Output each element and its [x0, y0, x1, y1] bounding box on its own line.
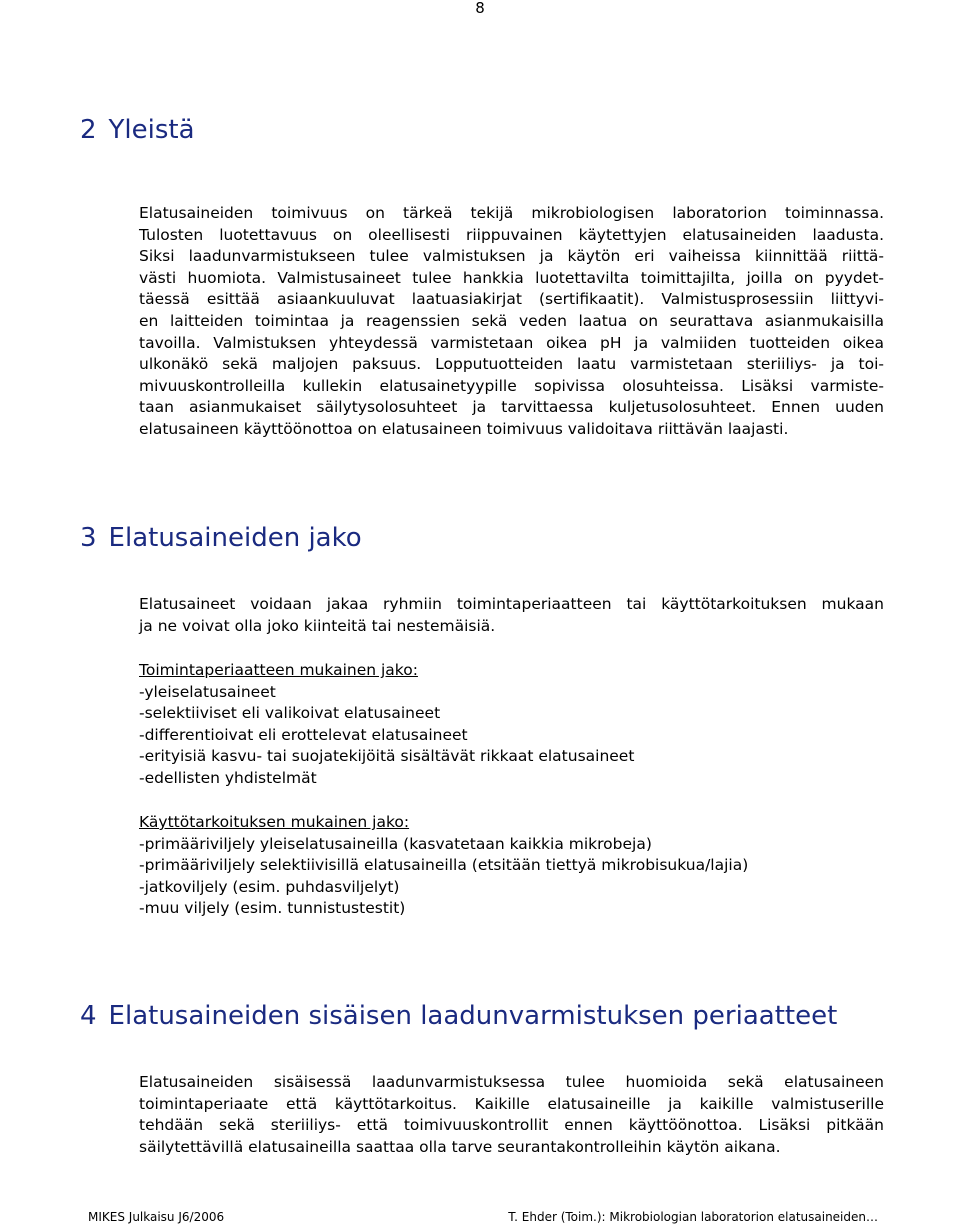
section-heading-yleista [80, 114, 195, 146]
list-item: -erityisiä kasvu- tai suojatekijöitä sisältävät rikkaat elatusaineet [139, 747, 635, 766]
list-item: -jatkoviljely (esim. puhdasviljelyt) [139, 877, 400, 896]
paragraph-line: Siksi laadunvarmistukseen tulee valmistuksen ja käytön eri vaiheissa kiinnittää riittä- [139, 247, 884, 266]
paragraph-line: Elatusaineiden toimivuus on tärkeä tekijä mikrobiologisen laboratorion toiminnassa. [139, 204, 884, 222]
list-item: -muu viljely (esim. tunnistustestit) [139, 899, 406, 918]
paragraph-line: säilytettävillä elatusaineilla saattaa olla tarve seurantakontrolleihin käytön aikana. [139, 1137, 781, 1156]
paragraph-line: taan asianmukaiset säilytysolosuhteet ja tarvittaessa kuljetusolosuhteet. Ennen uuden [139, 398, 884, 417]
list-by-purpose [139, 812, 884, 920]
paragraph-line: ja ne voivat olla joko kiinteitä tai nestemäisiä. [139, 616, 496, 635]
section-number: 4 [80, 1001, 97, 1031]
list-item: -differentioivat eli erottelevat elatusaineet [139, 725, 468, 744]
paragraph-line: västi huomiota. Valmistusaineet tulee hankkia luotettavilta toimittajilta, joilla on pyydet- [139, 268, 884, 287]
footer-publication: MIKES Julkaisu J6/2006 [88, 1210, 225, 1224]
paragraph-line: Tulosten luotettavuus on oleellisesti riippuvainen käytettyjen elatusaineiden laadusta. [139, 225, 884, 244]
paragraph-line: mivuuskontrolleilla kullekin elatusainetyypille sopivissa olosuhteissa. Lisäksi varmiste- [139, 376, 884, 395]
list-item: -yleiselatusaineet [139, 682, 276, 701]
paragraph-line: en laitteiden toimintaa ja reagenssien sekä veden laatua on seurattava asianmukaisilla [139, 311, 884, 330]
section-2-paragraph [139, 203, 884, 441]
section-heading-sisainen-laadunvarmistus [80, 1000, 837, 1032]
list-by-operating-principle [139, 660, 884, 790]
list-item: -primääriviljely selektiivisillä elatusaineilla (etsitään tiettyä mikrobisukua/lajia) [139, 856, 749, 875]
section-title: Elatusaineiden jako [108, 523, 362, 553]
list-title: Toimintaperiaatteen mukainen jako: [139, 661, 418, 679]
list-title: Käyttötarkoituksen mukainen jako: [139, 813, 410, 831]
section-heading-elatusaineiden-jako [80, 522, 362, 554]
paragraph-line: tehdään sekä steriiliys- että toimivuuskontrollit ennen käyttöönottoa. Lisäksi pitkään [139, 1116, 884, 1135]
list-item: -edellisten yhdistelmät [139, 768, 317, 787]
paragraph-line: toimintaperiaate että käyttötarkoitus. Kaikille elatusaineille ja kaikille valmistuserille [139, 1094, 884, 1113]
footer-title: T. Ehder (Toim.): Mikrobiologian laboratorion elatusaineiden… [508, 1210, 878, 1224]
paragraph-line: ulkonäkö sekä maljojen paksuus. Lopputuotteiden laatu varmistetaan steriiliys- ja toi- [139, 355, 884, 374]
page-number: 8 [475, 0, 485, 17]
paragraph-line: elatusaineen käyttöönottoa on elatusaineen toimivuus validoitava riittävän laajasti. [139, 419, 789, 438]
paragraph-line: Elatusaineet voidaan jakaa ryhmiin toimintaperiaatteen tai käyttötarkoituksen mukaan [139, 595, 884, 613]
section-number: 3 [80, 523, 97, 553]
section-number: 2 [80, 115, 97, 145]
paragraph-line: täessä esittää asiaankuuluvat laatuasiakirjat (sertifikaatit). Valmistusprosessiin liittyvi- [139, 290, 884, 309]
section-4-paragraph [139, 1072, 884, 1158]
list-item: -primääriviljely yleiselatusaineilla (kasvatetaan kaikkia mikrobeja) [139, 834, 652, 853]
list-item: -selektiiviset eli valikoivat elatusaineet [139, 704, 441, 723]
paragraph-line: tavoilla. Valmistuksen yhteydessä varmistetaan oikea pH ja valmiiden tuotteiden oikea [139, 333, 884, 352]
section-3-paragraph [139, 594, 884, 637]
paragraph-line: Elatusaineiden sisäisessä laadunvarmistuksessa tulee huomioida sekä elatusaineen [139, 1073, 884, 1091]
section-title: Elatusaineiden sisäisen laadunvarmistuksen periaatteet [108, 1001, 838, 1031]
section-title: Yleistä [108, 115, 195, 145]
